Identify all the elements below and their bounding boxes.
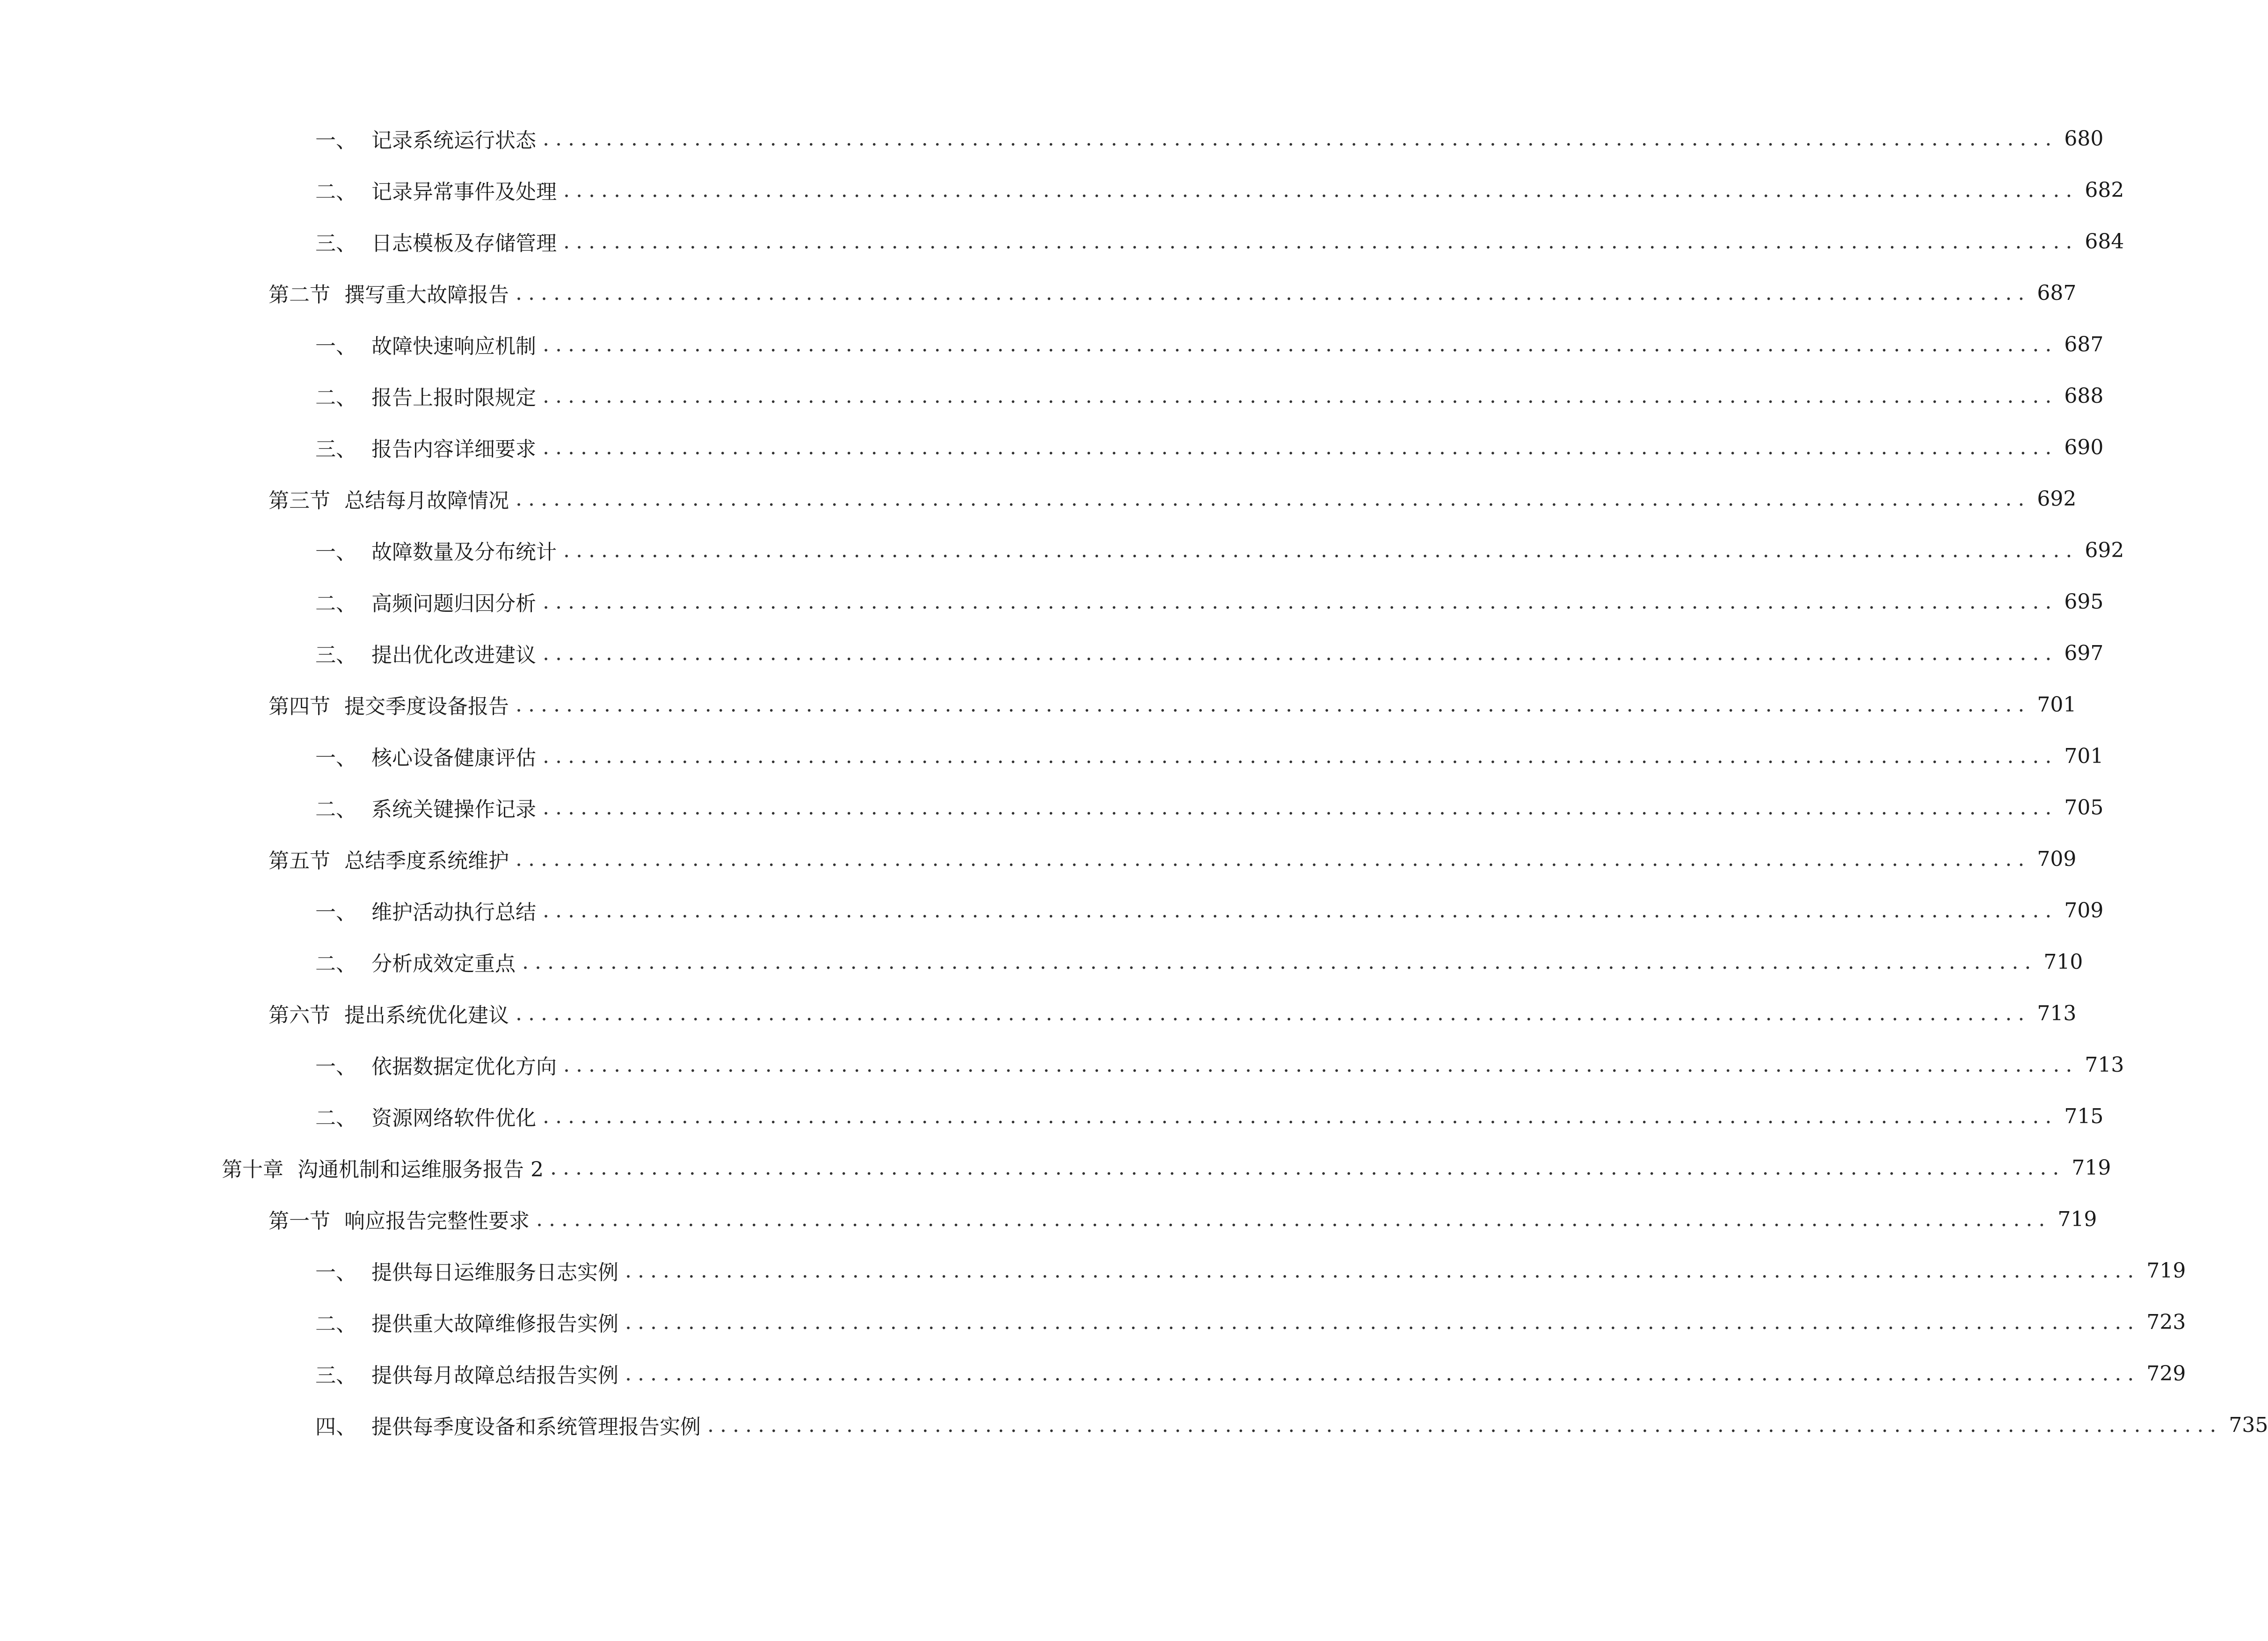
toc-entry-number: 二、 <box>315 952 356 976</box>
toc-leader-dots: ........................................................................................................................ <box>707 1413 2223 1437</box>
toc-entry-number: 第六节 <box>269 1003 330 1027</box>
toc-entry[interactable] <box>315 576 2104 627</box>
toc-entry[interactable] <box>315 113 2104 164</box>
toc-entry-title: 响应报告完整性要求 <box>344 1209 530 1233</box>
toc-entry-title: 提出优化改进建议 <box>371 643 536 667</box>
toc-entry[interactable] <box>315 782 2104 833</box>
toc-leader-dots: ........................................................................................................................ <box>543 795 2058 820</box>
toc-entry-title: 提供每日运维服务日志实例 <box>371 1261 618 1285</box>
toc-entry-number: 二、 <box>315 798 356 821</box>
toc-entry-number: 第三节 <box>269 489 330 513</box>
toc-leader-dots: ........................................................................................................................ <box>550 1155 2065 1180</box>
toc-entry-title: 维护活动执行总结 <box>371 900 536 924</box>
toc-entry-title: 报告上报时限规定 <box>371 386 536 410</box>
toc-entry-title: 记录系统运行状态 <box>371 129 536 152</box>
toc-entry-page-number: 688 <box>2064 384 2104 408</box>
toc-entry-page-number: 713 <box>2085 1053 2124 1077</box>
toc-entry-page-number: 692 <box>2037 486 2077 511</box>
toc-entry-number: 第十章 <box>222 1158 284 1182</box>
toc-leader-dots: ........................................................................................................................ <box>543 384 2058 408</box>
toc-entry-number: 一、 <box>315 900 356 924</box>
toc-entry-page-number: 723 <box>2146 1310 2186 1334</box>
toc-entry[interactable] <box>315 936 2083 988</box>
toc-entry-number: 一、 <box>315 334 356 358</box>
toc-entry[interactable] <box>315 524 2124 576</box>
toc-entry-page-number: 687 <box>2037 281 2077 305</box>
toc-entry-title: 核心设备健康评估 <box>371 746 536 770</box>
toc-entry-number: 二、 <box>315 1312 356 1336</box>
toc-entry[interactable] <box>315 216 2124 267</box>
toc-leader-dots: ........................................................................................................................ <box>516 281 2031 305</box>
toc-entry-page-number: 709 <box>2064 898 2104 922</box>
toc-leader-dots: ........................................................................................................................ <box>563 1053 2079 1077</box>
toc-entry[interactable] <box>269 679 2077 730</box>
toc-entry-page-number: 682 <box>2085 178 2124 202</box>
toc-leader-dots: ........................................................................................................................ <box>563 229 2079 254</box>
toc-entry-title: 系统关键操作记录 <box>371 798 536 821</box>
toc-leader-dots: ........................................................................................................................ <box>625 1361 2140 1386</box>
toc-leader-dots: ........................................................................................................................ <box>536 1207 2051 1231</box>
toc-entry-number: 二、 <box>315 180 356 204</box>
toc-entry-title: 提出系统优化建议 <box>344 1003 509 1027</box>
toc-entry-page-number: 713 <box>2037 1001 2077 1025</box>
toc-entry-page-number: 701 <box>2037 692 2077 717</box>
toc-entry-page-number: 719 <box>2072 1155 2111 1180</box>
toc-leader-dots: ........................................................................................................................ <box>543 898 2058 922</box>
toc-entry-title: 提交季度设备报告 <box>344 695 509 719</box>
toc-entry-page-number: 695 <box>2064 589 2104 614</box>
toc-entry[interactable] <box>315 1039 2124 1090</box>
toc-entry-title: 提供每季度设备和系统管理报告实例 <box>371 1415 701 1439</box>
toc-entry-page-number: 709 <box>2037 847 2077 871</box>
toc-entry[interactable] <box>315 421 2104 473</box>
toc-entry-title: 沟通机制和运维服务报告 2 <box>298 1158 544 1182</box>
toc-entry-number: 二、 <box>315 386 356 410</box>
toc-entry-title: 依据数据定优化方向 <box>371 1055 557 1079</box>
toc-entry-title: 提供重大故障维修报告实例 <box>371 1312 618 1336</box>
toc-entry[interactable] <box>315 1296 2186 1348</box>
toc-entry-number: 三、 <box>315 1364 356 1387</box>
toc-entry[interactable] <box>315 1399 2268 1451</box>
toc-entry-title: 故障数量及分布统计 <box>371 540 557 564</box>
toc-leader-dots: ........................................................................................................................ <box>563 538 2079 562</box>
toc-entry-number: 二、 <box>315 592 356 616</box>
toc-leader-dots: ........................................................................................................................ <box>625 1258 2140 1283</box>
toc-entry[interactable] <box>315 370 2104 421</box>
toc-entry-number: 四、 <box>315 1415 356 1439</box>
toc-leader-dots: ........................................................................................................................ <box>522 950 2037 974</box>
toc-entry-title: 日志模板及存储管理 <box>371 232 557 255</box>
toc-entry-title: 资源网络软件优化 <box>371 1106 536 1130</box>
toc-entry-page-number: 680 <box>2064 126 2104 151</box>
toc-entry-title: 分析成效定重点 <box>371 952 516 976</box>
toc-entry-number: 一、 <box>315 1055 356 1079</box>
toc-entry[interactable] <box>315 627 2104 679</box>
toc-entry-number: 三、 <box>315 232 356 255</box>
toc-entry[interactable] <box>315 164 2124 216</box>
toc-entry[interactable] <box>315 885 2104 936</box>
toc-entry-page-number: 687 <box>2064 332 2104 356</box>
toc-entry-number: 第四节 <box>269 695 330 719</box>
toc-leader-dots: ........................................................................................................................ <box>516 486 2031 511</box>
toc-leader-dots: ........................................................................................................................ <box>516 847 2031 871</box>
toc-entry-number: 一、 <box>315 1261 356 1285</box>
toc-entry-title: 高频问题归因分析 <box>371 592 536 616</box>
toc-entry-page-number: 684 <box>2085 229 2124 254</box>
toc-entry-page-number: 710 <box>2043 950 2083 974</box>
toc-leader-dots: ........................................................................................................................ <box>543 435 2058 459</box>
toc-entry-page-number: 735 <box>2229 1413 2268 1437</box>
toc-leader-dots: ........................................................................................................................ <box>543 1104 2058 1128</box>
toc-entry-number: 第二节 <box>269 283 330 307</box>
toc-entry-title: 总结季度系统维护 <box>344 849 509 873</box>
toc-leader-dots: ........................................................................................................................ <box>516 1001 2031 1025</box>
toc-entry-page-number: 705 <box>2064 795 2104 820</box>
toc-entry-number: 三、 <box>315 437 356 461</box>
toc-entry[interactable] <box>269 1193 2097 1245</box>
toc-entry-page-number: 692 <box>2085 538 2124 562</box>
toc-entry-number: 二、 <box>315 1106 356 1130</box>
toc-entry[interactable] <box>315 730 2104 782</box>
toc-leader-dots: ........................................................................................................................ <box>543 126 2058 151</box>
toc-entry-number: 三、 <box>315 643 356 667</box>
toc-leader-dots: ........................................................................................................................ <box>543 744 2058 768</box>
toc-entry[interactable] <box>315 319 2104 370</box>
toc-entry-title: 故障快速响应机制 <box>371 334 536 358</box>
toc-leader-dots: ........................................................................................................................ <box>625 1310 2140 1334</box>
toc-entry-title: 撰写重大故障报告 <box>344 283 509 307</box>
toc-entry-number: 一、 <box>315 540 356 564</box>
toc-entry[interactable] <box>269 833 2077 885</box>
toc-entry-page-number: 697 <box>2064 641 2104 665</box>
toc-entry[interactable] <box>315 1090 2104 1142</box>
toc-entry[interactable] <box>269 988 2077 1039</box>
toc-entry-number: 第五节 <box>269 849 330 873</box>
toc-entry-page-number: 719 <box>2057 1207 2097 1231</box>
toc-leader-dots: ........................................................................................................................ <box>543 641 2058 665</box>
toc-entry-title: 记录异常事件及处理 <box>371 180 557 204</box>
toc-entry[interactable] <box>269 473 2077 524</box>
toc-entry-page-number: 719 <box>2146 1258 2186 1283</box>
toc-entry-page-number: 701 <box>2064 744 2104 768</box>
toc-leader-dots: ........................................................................................................................ <box>543 332 2058 356</box>
toc-entry-page-number: 729 <box>2146 1361 2186 1386</box>
toc-entry[interactable] <box>222 1142 2111 1193</box>
toc-entry-title: 提供每月故障总结报告实例 <box>371 1364 618 1387</box>
toc-entry[interactable] <box>269 267 2077 319</box>
toc-leader-dots: ........................................................................................................................ <box>563 178 2079 202</box>
toc-entry-title: 总结每月故障情况 <box>344 489 509 513</box>
toc-leader-dots: ........................................................................................................................ <box>543 589 2058 614</box>
toc-entry[interactable] <box>315 1245 2186 1296</box>
toc-entry-page-number: 715 <box>2064 1104 2104 1128</box>
toc-entry-number: 第一节 <box>269 1209 330 1233</box>
toc-entry-page-number: 690 <box>2064 435 2104 459</box>
toc-entry-number: 一、 <box>315 129 356 152</box>
toc-entry[interactable] <box>315 1348 2186 1399</box>
toc-leader-dots: ........................................................................................................................ <box>516 692 2031 717</box>
toc-entry-number: 一、 <box>315 746 356 770</box>
toc-entry-title: 报告内容详细要求 <box>371 437 536 461</box>
